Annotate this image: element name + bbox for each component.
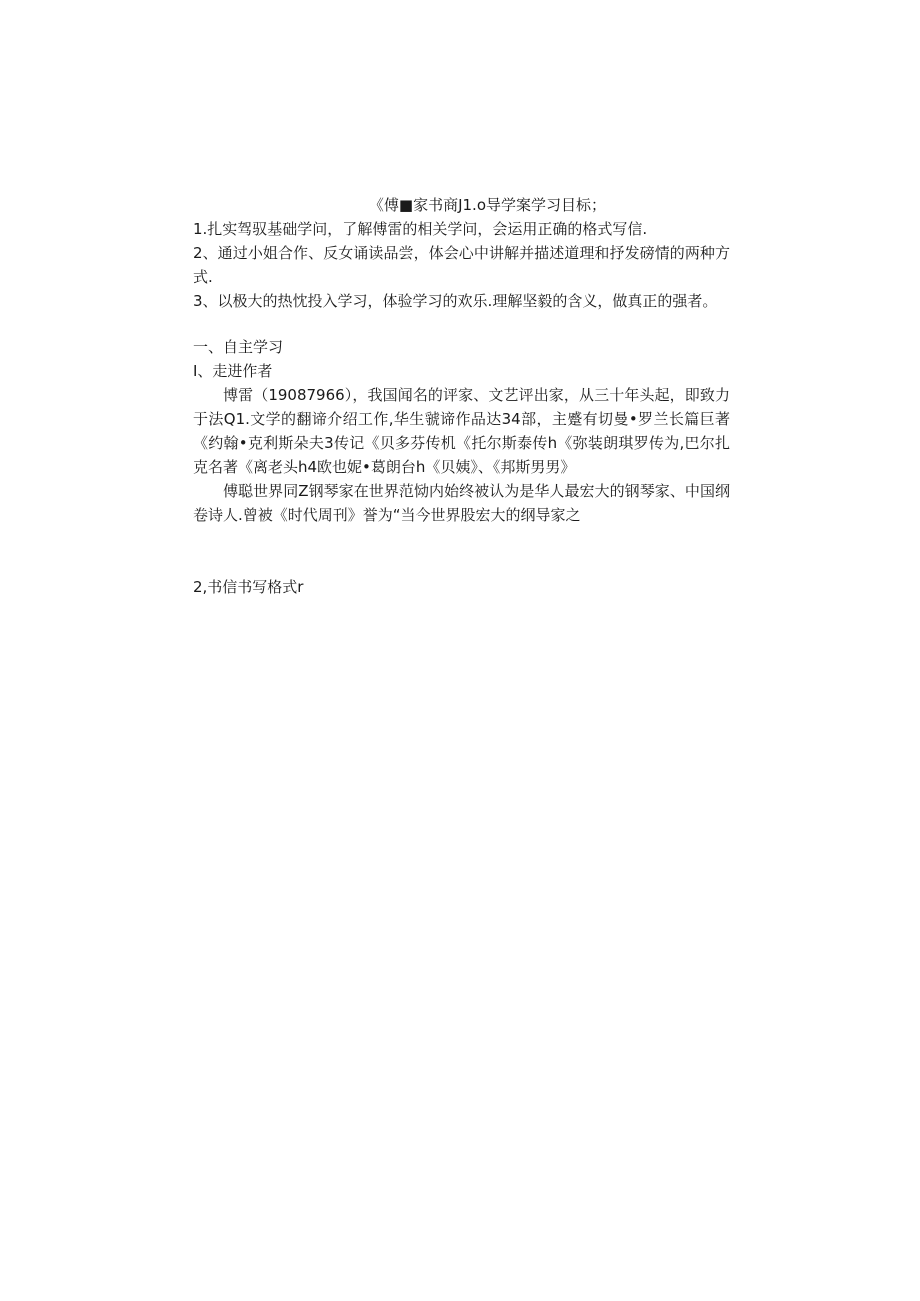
spacer (193, 527, 730, 575)
spacer (193, 313, 730, 335)
learning-goal-1: 1.扎实驾驭基础学问，了解傅雷的相关学问，会运用正确的格式写信. (193, 220, 648, 238)
subsection-heading-letter-format: 2,书信书写格式r (193, 578, 304, 596)
learning-goal-2: 2、通过小姐合作、反女诵读品尝，体会心中讲解并描述道理和抒发磅情的两种方式. (193, 244, 730, 286)
document-body (193, 193, 730, 599)
learning-goal-3: 3、以极大的热忱投入学习，体验学习的欢乐.理解坚毅的含义，做真正的强者。 (193, 292, 718, 310)
section-heading-self-study: 一、自主学习 (193, 338, 284, 356)
subsection-heading-author: I、走进作者 (193, 362, 273, 380)
author-paragraph-fu-cong: 傅聪世界同Z钢琴家在世界范恸内始终被认为是华人最宏大的钢琴家、中国纲卷诗人.曾被《时代周刊》誉为“当今世界股宏大的纲导家之 (193, 482, 730, 524)
document-title: 《傅■家书商J1.o导学案学习目标； (368, 196, 606, 214)
author-paragraph-fu-lei: 博雷（19087966），我国闻名的评家、文艺评出家，从三十年头起，即致力于法Q1.文学的翻谛介绍工作,华生虢谛作品达34部，主蹙有切曼•罗兰长篇巨著《约翰•克利斯朵夫3传记《贝多芬传机《托尔斯泰传h《弥装朗琪罗传为,巴尔扎克名著《离老头h4欧也妮•葛朗台h《贝姨》、《邦斯男男》 (193, 386, 730, 476)
